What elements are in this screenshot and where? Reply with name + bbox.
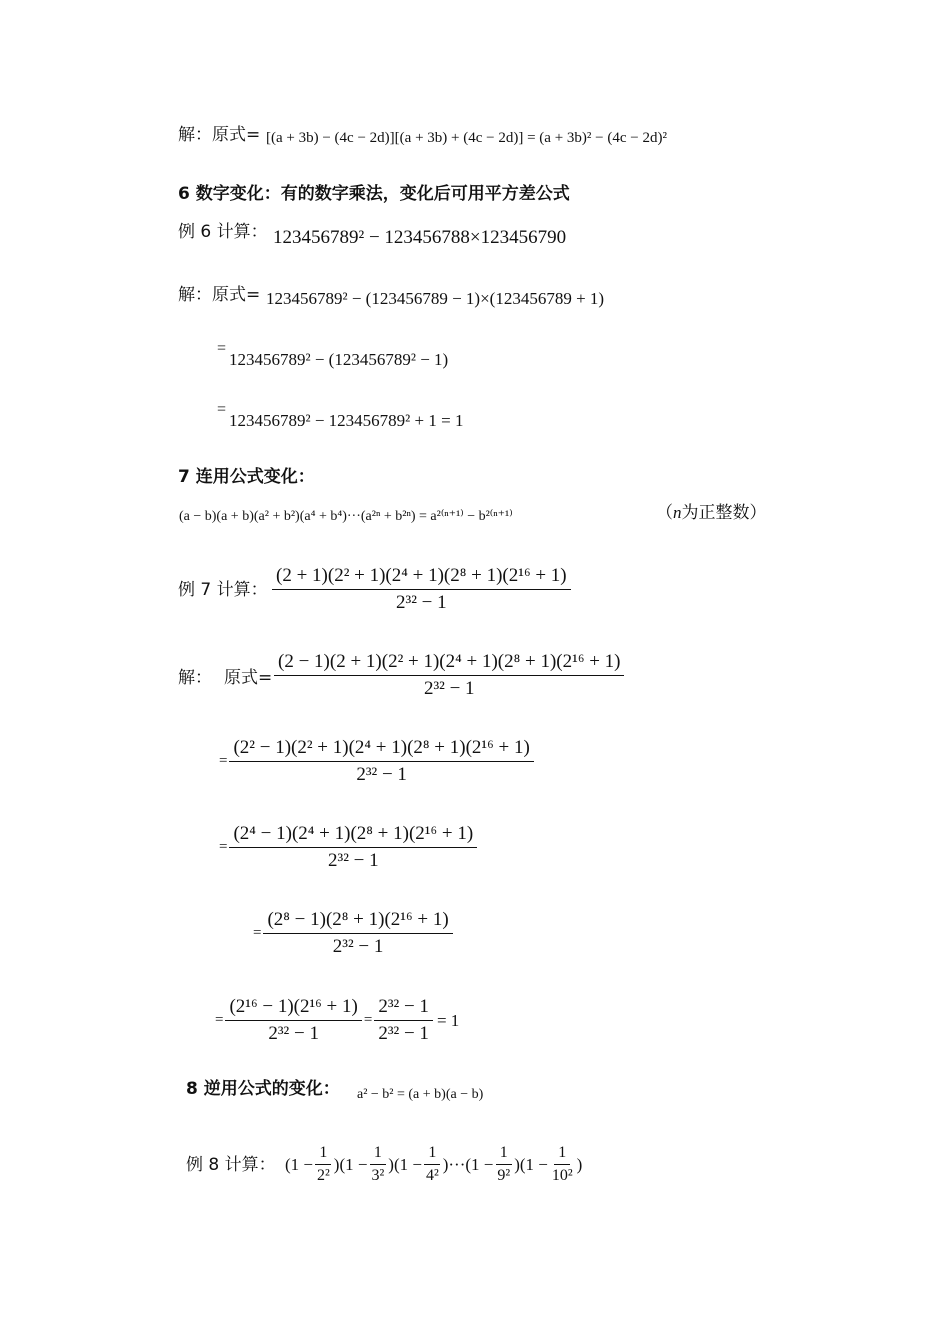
fraction-denominator: 9²	[497, 1167, 511, 1184]
example-7-step-1	[274, 651, 624, 700]
fraction-denominator: 2³² − 1	[356, 764, 407, 785]
example-6-step-1: 123456789² − (123456789 − 1)×(123456789 + 1)	[266, 289, 605, 308]
fraction-denominator: 4²	[425, 1167, 439, 1184]
solution-expression-1: [(a + 3b) − (4c − 2d)][(a + 3b) + (4c − 2d)] = (a + 3b)² − (4c − 2d)²	[266, 130, 667, 146]
factor-close: )	[576, 1154, 583, 1174]
fraction-numerator: (2 − 1)(2 + 1)(2² + 1)(2⁴ + 1)(2⁸ + 1)(2¹⁶ + 1)	[274, 651, 624, 676]
factor-open: (1 −	[519, 1154, 548, 1174]
fraction-numerator: 1	[370, 1144, 386, 1165]
fraction-numerator: (2⁸ − 1)(2⁸ + 1)(2¹⁶ + 1)	[263, 909, 452, 934]
equals-sign: =	[217, 340, 227, 357]
fraction-denominator: 3²	[371, 1167, 385, 1184]
fraction-numerator: 2³² − 1	[374, 996, 433, 1021]
fraction-denominator: 2³² − 1	[328, 850, 379, 871]
example-7-step-5	[215, 996, 459, 1045]
example-6-solution-label: 解：原式=	[178, 285, 261, 305]
fraction-denominator: 2³² − 1	[268, 1023, 319, 1044]
section-8-heading: 8 逆用公式的变化：	[186, 1079, 340, 1099]
equals-sign: =	[217, 401, 227, 418]
factor-close: )···	[442, 1154, 466, 1174]
factor-open: (1 −	[339, 1154, 368, 1174]
factor-open: (1 −	[465, 1154, 494, 1174]
section-6-heading: 6 数字变化：有的数字乘法，变化后可用平方差公式	[178, 184, 570, 204]
equals-sign: =	[363, 1012, 373, 1028]
fraction-denominator: 2³² − 1	[396, 592, 447, 613]
factor-close: )	[333, 1154, 340, 1174]
fraction-denominator: 2²	[317, 1167, 330, 1184]
example-7-fraction	[272, 565, 571, 614]
example-7-step-2	[219, 737, 534, 786]
equals-sign: =	[253, 925, 262, 941]
example-7-label: 例 7 计算：	[178, 580, 268, 600]
section-7-note: （n为正整数）	[656, 503, 767, 523]
fraction-denominator: 2³² − 1	[423, 678, 475, 699]
fraction-numerator: (2 + 1)(2² + 1)(2⁴ + 1)(2⁸ + 1)(2¹⁶ + 1)	[272, 565, 571, 590]
example-6-step-3: 123456789² − 123456789² + 1 = 1	[229, 411, 464, 430]
section-7-formula: (a − b)(a + b)(a² + b²)(a⁴ + b⁴)···(a²ⁿ + b²ⁿ) = a²⁽ⁿ⁺¹⁾ − b²⁽ⁿ⁺¹⁾	[179, 509, 513, 524]
example-7-solution-label: 解： 原式=	[178, 668, 273, 688]
equals-sign: =	[219, 753, 228, 769]
example-6-label: 例 6 计算：	[178, 222, 268, 242]
fraction-denominator: 2³² − 1	[332, 936, 384, 957]
fraction-numerator: 1	[315, 1144, 331, 1165]
example-8-label: 例 8 计算：	[186, 1155, 276, 1175]
equals-sign: =	[219, 839, 228, 855]
example-6-step-2: 123456789² − (123456789² − 1)	[229, 350, 449, 369]
example-7-step-4	[253, 909, 453, 958]
example-6-expression: 123456789² − 123456788×123456790	[273, 227, 567, 248]
fraction-numerator: 1	[554, 1144, 570, 1165]
fraction-denominator: 10²	[551, 1167, 573, 1184]
factor-open: (1 −	[285, 1154, 313, 1174]
factor-open: (1 −	[393, 1154, 422, 1174]
factor-close: )	[388, 1154, 394, 1174]
fraction-numerator: (2¹⁶ − 1)(2¹⁶ + 1)	[225, 996, 361, 1021]
section-7-heading: 7 连用公式变化：	[178, 467, 315, 487]
example-8-expression	[285, 1144, 582, 1185]
fraction-numerator: (2⁴ − 1)(2⁴ + 1)(2⁸ + 1)(2¹⁶ + 1)	[229, 823, 477, 848]
fraction-numerator: 1	[496, 1144, 512, 1165]
example-7-step-3	[219, 823, 477, 872]
fraction-numerator: 1	[424, 1144, 440, 1165]
fraction-denominator: 2³² − 1	[378, 1023, 429, 1044]
solution-label-1: 解：原式=	[178, 125, 261, 145]
equals-sign: =	[215, 1012, 224, 1028]
factor-close: )	[514, 1154, 520, 1174]
fraction-numerator: (2² − 1)(2² + 1)(2⁴ + 1)(2⁸ + 1)(2¹⁶ + 1)	[229, 737, 533, 762]
section-8-formula: a² − b² = (a + b)(a − b)	[357, 1087, 484, 1102]
final-result: = 1	[436, 1010, 460, 1030]
